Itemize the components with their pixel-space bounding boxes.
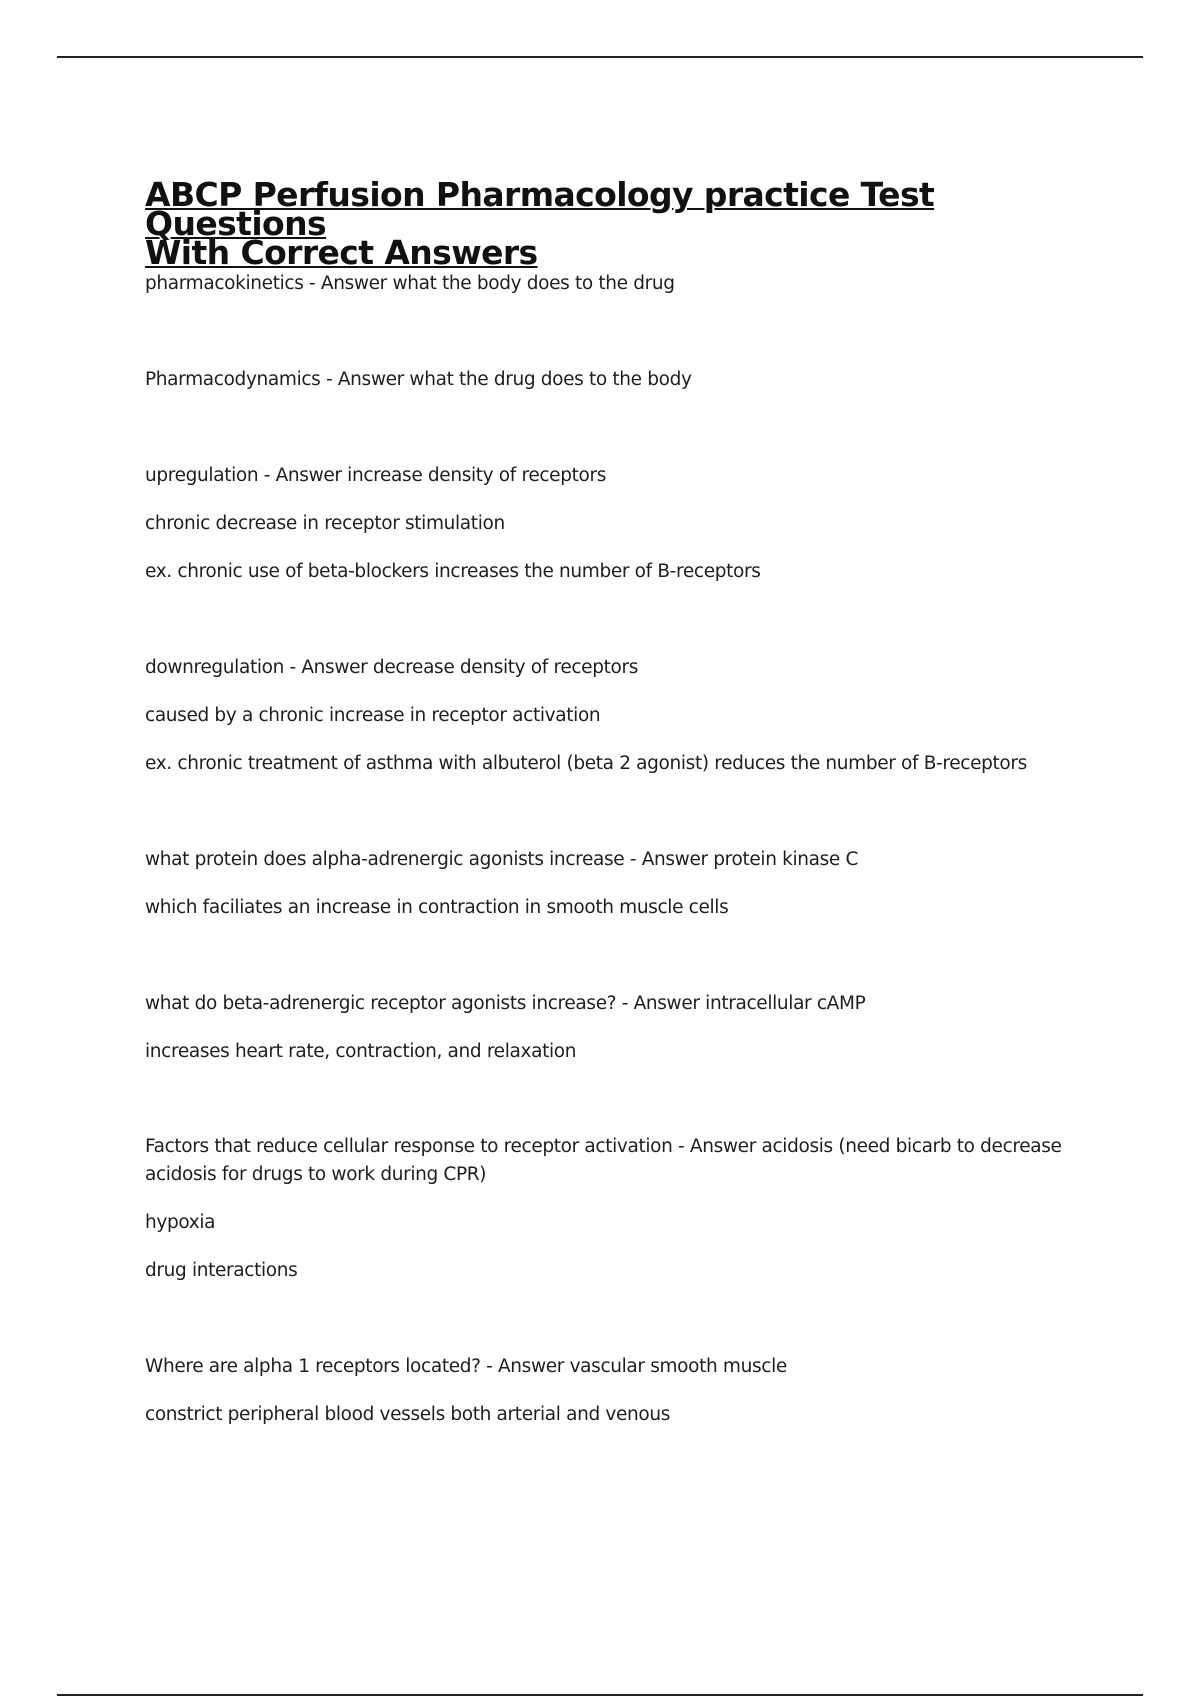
- answer-detail-line: ex. chronic treatment of asthma with albuterol (beta 2 agonist) reduces the number of B-receptors: [145, 753, 1027, 774]
- header-rule: [57, 56, 1143, 58]
- qa-entry-alpha1-location: [145, 1353, 1075, 1429]
- question-answer-line: what do beta-adrenergic receptor agonists increase? - Answer intracellular cAMP: [145, 993, 866, 1014]
- question-answer-line: Where are alpha 1 receptors located? - Answer vascular smooth muscle: [145, 1356, 787, 1377]
- qa-entry-pharmacokinetics: [145, 270, 1075, 298]
- qa-entry-alpha-agonists: [145, 846, 1075, 922]
- footer-rule: [57, 1694, 1143, 1696]
- qa-entry-beta-agonists: [145, 990, 1075, 1066]
- question-answer-line: upregulation - Answer increase density of receptors: [145, 465, 607, 486]
- answer-detail-line: ex. chronic use of beta-blockers increases the number of B-receptors: [145, 561, 761, 582]
- answer-detail-line: constrict peripheral blood vessels both arterial and venous: [145, 1404, 671, 1425]
- question-answer-line: Factors that reduce cellular response to receptor activation - Answer acidosis (need bicarb to decrease acidosis for drugs to work during CPR): [145, 1136, 1062, 1185]
- page-title: [145, 175, 1075, 272]
- question-answer-line: pharmacokinetics - Answer what the body does to the drug: [145, 273, 675, 294]
- answer-detail-line: hypoxia: [145, 1212, 216, 1233]
- question-answer-line: what protein does alpha-adrenergic agonists increase - Answer protein kinase C: [145, 849, 859, 870]
- qa-entry-reduced-response-factors: [145, 1133, 1075, 1285]
- question-answer-line: downregulation - Answer decrease density of receptors: [145, 657, 639, 678]
- answer-detail-line: drug interactions: [145, 1260, 298, 1281]
- document-body: [145, 175, 1075, 1425]
- answer-detail-line: which faciliates an increase in contraction in smooth muscle cells: [145, 897, 729, 918]
- answer-detail-line: caused by a chronic increase in receptor activation: [145, 705, 601, 726]
- qa-entry-pharmacodynamics: [145, 366, 1075, 394]
- qa-entry-upregulation: [145, 462, 1075, 586]
- answer-detail-line: increases heart rate, contraction, and relaxation: [145, 1041, 577, 1062]
- question-answer-line: Pharmacodynamics - Answer what the drug does to the body: [145, 369, 692, 390]
- title-line-2: With Correct Answers: [145, 233, 538, 272]
- qa-entry-downregulation: [145, 654, 1075, 778]
- answer-detail-line: chronic decrease in receptor stimulation: [145, 513, 505, 534]
- title-line-1: ABCP Perfusion Pharmacology practice Test Questions: [145, 175, 935, 243]
